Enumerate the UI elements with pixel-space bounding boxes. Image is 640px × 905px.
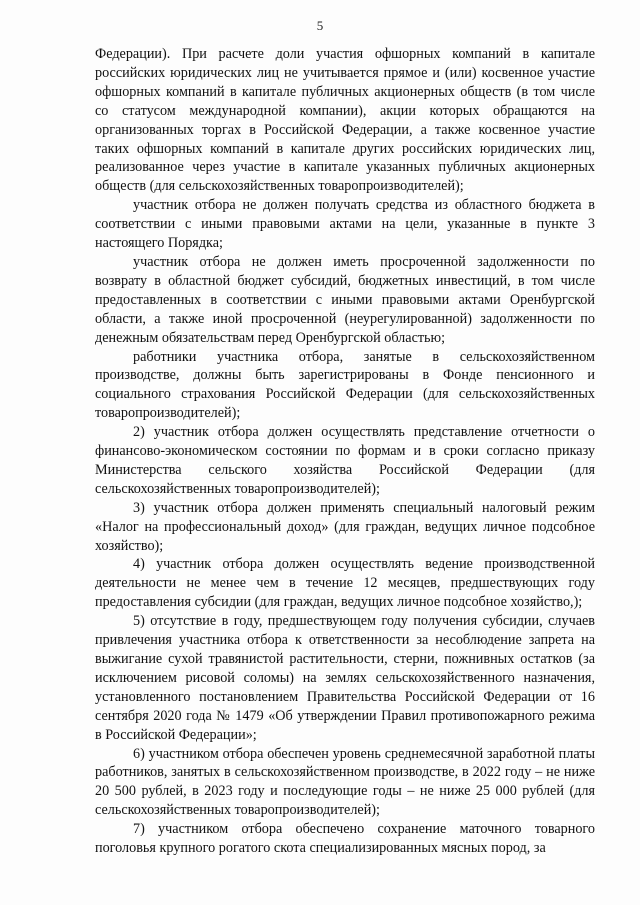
- paragraph-regional-budget-funds: участник отбора не должен получать средства из областного бюджета в соответствии с иными правовыми актами на цели, указанные в пункте 3 настоящего Порядка;: [95, 197, 595, 252]
- paragraph-item-7-livestock: 7) участником отбора обеспечено сохранение маточного товарного поголовья крупного рогатого скота специализированных мясных пород, за: [95, 821, 595, 857]
- paragraph-item-4-activity-period: 4) участник отбора должен осуществлять ведение производственной деятельности не менее чем в течение 12 месяцев, предшествующих году предоставления субсидии (для граждан, ведущих личное подсобное хозяйство,);: [95, 556, 595, 611]
- paragraph-offshore-participation: Федерации). При расчете доли участия офшорных компаний в капитале российских юридических лиц не учитывается прямое и (или) косвенное участие офшорных компаний в капитале публичных акционерных обществ (в том числе со статусом международной компании), акции которых обращаются на организованных торгах в Российской Федерации, а также косвенное участие таких офшорных компаний в капитале других российских юридических лиц, реализованное через участие в капитале указанных публичных акционерных обществ (для сельскохозяйственных товаропроизводителей);: [95, 46, 595, 195]
- paragraph-item-2-reporting: 2) участник отбора должен осуществлять представление отчетности о финансово-экономическом состоянии по формам и в сроки согласно приказу Министерства сельского хозяйства Российской Федерации (для сельскохозяйственных товаропроизводителей);: [95, 424, 595, 497]
- paragraph-item-6-salary-level: 6) участником отбора обеспечен уровень среднемесячной заработной платы работников, занятых в сельскохозяйственном производстве, в 2022 году – не ниже 20 500 рублей, в 2023 году и последующие годы – не ниже 25 000 рублей (для сельскохозяйственных товаропроизводителей);: [95, 745, 595, 819]
- document-body: [95, 45, 595, 858]
- page-number: 5: [316, 18, 324, 33]
- paragraph-item-3-tax-regime: 3) участник отбора должен применять специальный налоговый режим «Налог на профессиональный доход» (для граждан, ведущих личное подсобное хозяйство);: [95, 499, 595, 554]
- paragraph-overdue-debt: участник отбора не должен иметь просроченной задолженности по возврату в областной бюджет субсидий, бюджетных инвестиций, в том числе предоставленных в соответствии с иными правовыми актами Оренбургской области, а также иной просроченной (неурегулированной) задолженности по денежным обязательствам перед Оренбургской областью;: [95, 253, 595, 346]
- paragraph-employee-registration: работники участника отбора, занятые в сельскохозяйственном производстве, должны быть зарегистрированы в Фонде пенсионного и социального страхования Российской Федерации (для сельскохозяйственных товаропроизводителей);: [95, 348, 595, 422]
- paragraph-item-5-burning-ban: 5) отсутствие в году, предшествующем году получения субсидии, случаев привлечения участника отбора к ответственности за несоблюдение запрета на выжигание сухой травянистой растительности, стерни, пожнивных остатков (за исключением рисовой соломы) на землях сельскохозяйственного назначения, установленного постановлением Правительства Российской Федерации от 16 сентября 2020 года № 1479 «Об утверждении Правил противопожарного режима в Российской Федерации»;: [95, 613, 595, 743]
